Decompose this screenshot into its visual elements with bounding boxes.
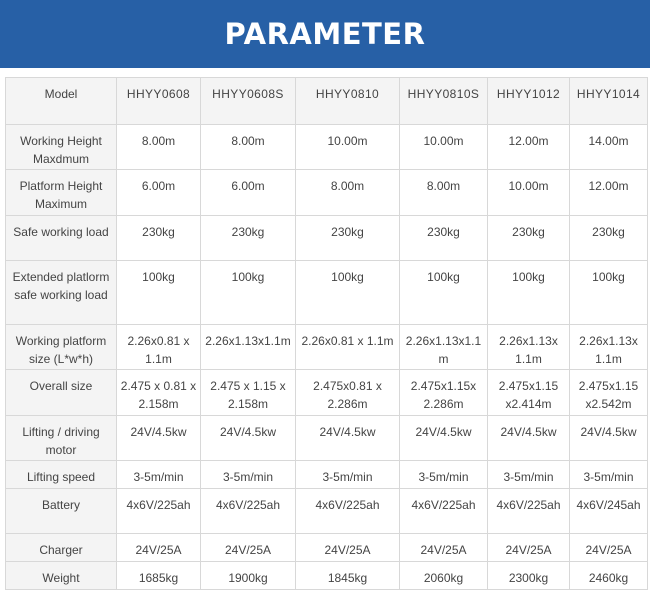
table-cell: 3-5m/min [570,461,648,489]
table-cell: 100kg [296,261,400,325]
row-label: Overall size [6,370,117,416]
table-row [6,216,648,261]
table-cell: 4x6V/225ah [488,489,570,534]
row-label: Working Height Maxdmum [6,125,117,170]
table-cell: 24V/25A [400,534,488,562]
table-cell: 4x6V/225ah [400,489,488,534]
table-header-row [6,78,648,125]
row-label: Lifting / driving motor [6,416,117,461]
table-cell: 3-5m/min [488,461,570,489]
table-cell: 230kg [201,216,296,261]
table-cell: 24V/25A [117,534,201,562]
parameter-banner [0,0,650,68]
header-cell-hhyy1012: HHYY1012 [488,78,570,125]
header-cell-model: Model [6,78,117,125]
header-cell-hhyy0608s: HHYY0608S [201,78,296,125]
header-cell-hhyy0810: HHYY0810 [296,78,400,125]
table-row [6,461,648,489]
table-row [6,562,648,590]
table-cell: 8.00m [400,170,488,216]
table-cell: 12.00m [488,125,570,170]
table-row [6,534,648,562]
table-cell: 100kg [117,261,201,325]
table-cell: 24V/4.5kw [488,416,570,461]
table-cell: 2.26x1.13x 1.1m [570,325,648,370]
table-cell: 100kg [570,261,648,325]
table-cell: 8.00m [296,170,400,216]
table-cell: 100kg [400,261,488,325]
table-cell: 2.475 x 1.15 x 2.158m [201,370,296,416]
table-cell: 2300kg [488,562,570,590]
table-row [6,489,648,534]
table-cell: 3-5m/min [296,461,400,489]
parameter-table [5,77,648,590]
table-row [6,261,648,325]
table-cell: 2.475 x 0.81 x 2.158m [117,370,201,416]
table-cell: 2.475x0.81 x 2.286m [296,370,400,416]
table-cell: 230kg [296,216,400,261]
table-cell: 10.00m [400,125,488,170]
row-label: Working platform size (L*w*h) [6,325,117,370]
table-cell: 2.26x1.13x1.1m [400,325,488,370]
row-label: Battery [6,489,117,534]
table-cell: 24V/4.5kw [400,416,488,461]
header-cell-hhyy0810s: HHYY0810S [400,78,488,125]
table-cell: 1685kg [117,562,201,590]
table-cell: 24V/4.5kw [117,416,201,461]
table-cell: 2.26x0.81 x 1.1m [296,325,400,370]
table-cell: 6.00m [201,170,296,216]
table-cell: 1900kg [201,562,296,590]
table-cell: 2.26x1.13x1.1m [201,325,296,370]
parameter-table-body [6,78,648,590]
table-cell: 3-5m/min [201,461,296,489]
table-cell: 24V/4.5kw [201,416,296,461]
table-cell: 230kg [117,216,201,261]
header-cell-hhyy1014: HHYY1014 [570,78,648,125]
table-cell: 1845kg [296,562,400,590]
table-row [6,170,648,216]
table-cell: 8.00m [117,125,201,170]
table-cell: 24V/25A [201,534,296,562]
table-cell: 3-5m/min [400,461,488,489]
table-cell: 230kg [570,216,648,261]
table-cell: 10.00m [296,125,400,170]
table-cell: 24V/25A [570,534,648,562]
table-cell: 12.00m [570,170,648,216]
row-label: Weight [6,562,117,590]
table-cell: 2.475x1.15 x2.414m [488,370,570,416]
row-label: Safe working load [6,216,117,261]
table-cell: 10.00m [488,170,570,216]
table-cell: 2.26x0.81 x 1.1m [117,325,201,370]
table-cell: 2060kg [400,562,488,590]
table-row [6,370,648,416]
table-cell: 4x6V/225ah [117,489,201,534]
table-cell: 2.475x1.15x 2.286m [400,370,488,416]
table-cell: 4x6V/225ah [296,489,400,534]
banner-title: PARAMETER [224,17,426,51]
table-cell: 24V/4.5kw [296,416,400,461]
table-cell: 24V/25A [296,534,400,562]
table-row [6,325,648,370]
table-cell: 24V/25A [488,534,570,562]
table-cell: 100kg [488,261,570,325]
table-cell: 230kg [488,216,570,261]
table-cell: 2460kg [570,562,648,590]
table-cell: 100kg [201,261,296,325]
row-label: Platform Height Maximum [6,170,117,216]
table-cell: 2.26x1.13x 1.1m [488,325,570,370]
table-cell: 14.00m [570,125,648,170]
row-label: Charger [6,534,117,562]
row-label: Extended platlorm safe working load [6,261,117,325]
table-cell: 4x6V/225ah [201,489,296,534]
table-row [6,416,648,461]
parameter-table-wrap [5,77,648,590]
table-cell: 6.00m [117,170,201,216]
table-cell: 24V/4.5kw [570,416,648,461]
table-cell: 8.00m [201,125,296,170]
table-cell: 3-5m/min [117,461,201,489]
table-row [6,125,648,170]
table-cell: 230kg [400,216,488,261]
row-label: Lifting speed [6,461,117,489]
header-cell-hhyy0608: HHYY0608 [117,78,201,125]
table-cell: 2.475x1.15 x2.542m [570,370,648,416]
table-cell: 4x6V/245ah [570,489,648,534]
